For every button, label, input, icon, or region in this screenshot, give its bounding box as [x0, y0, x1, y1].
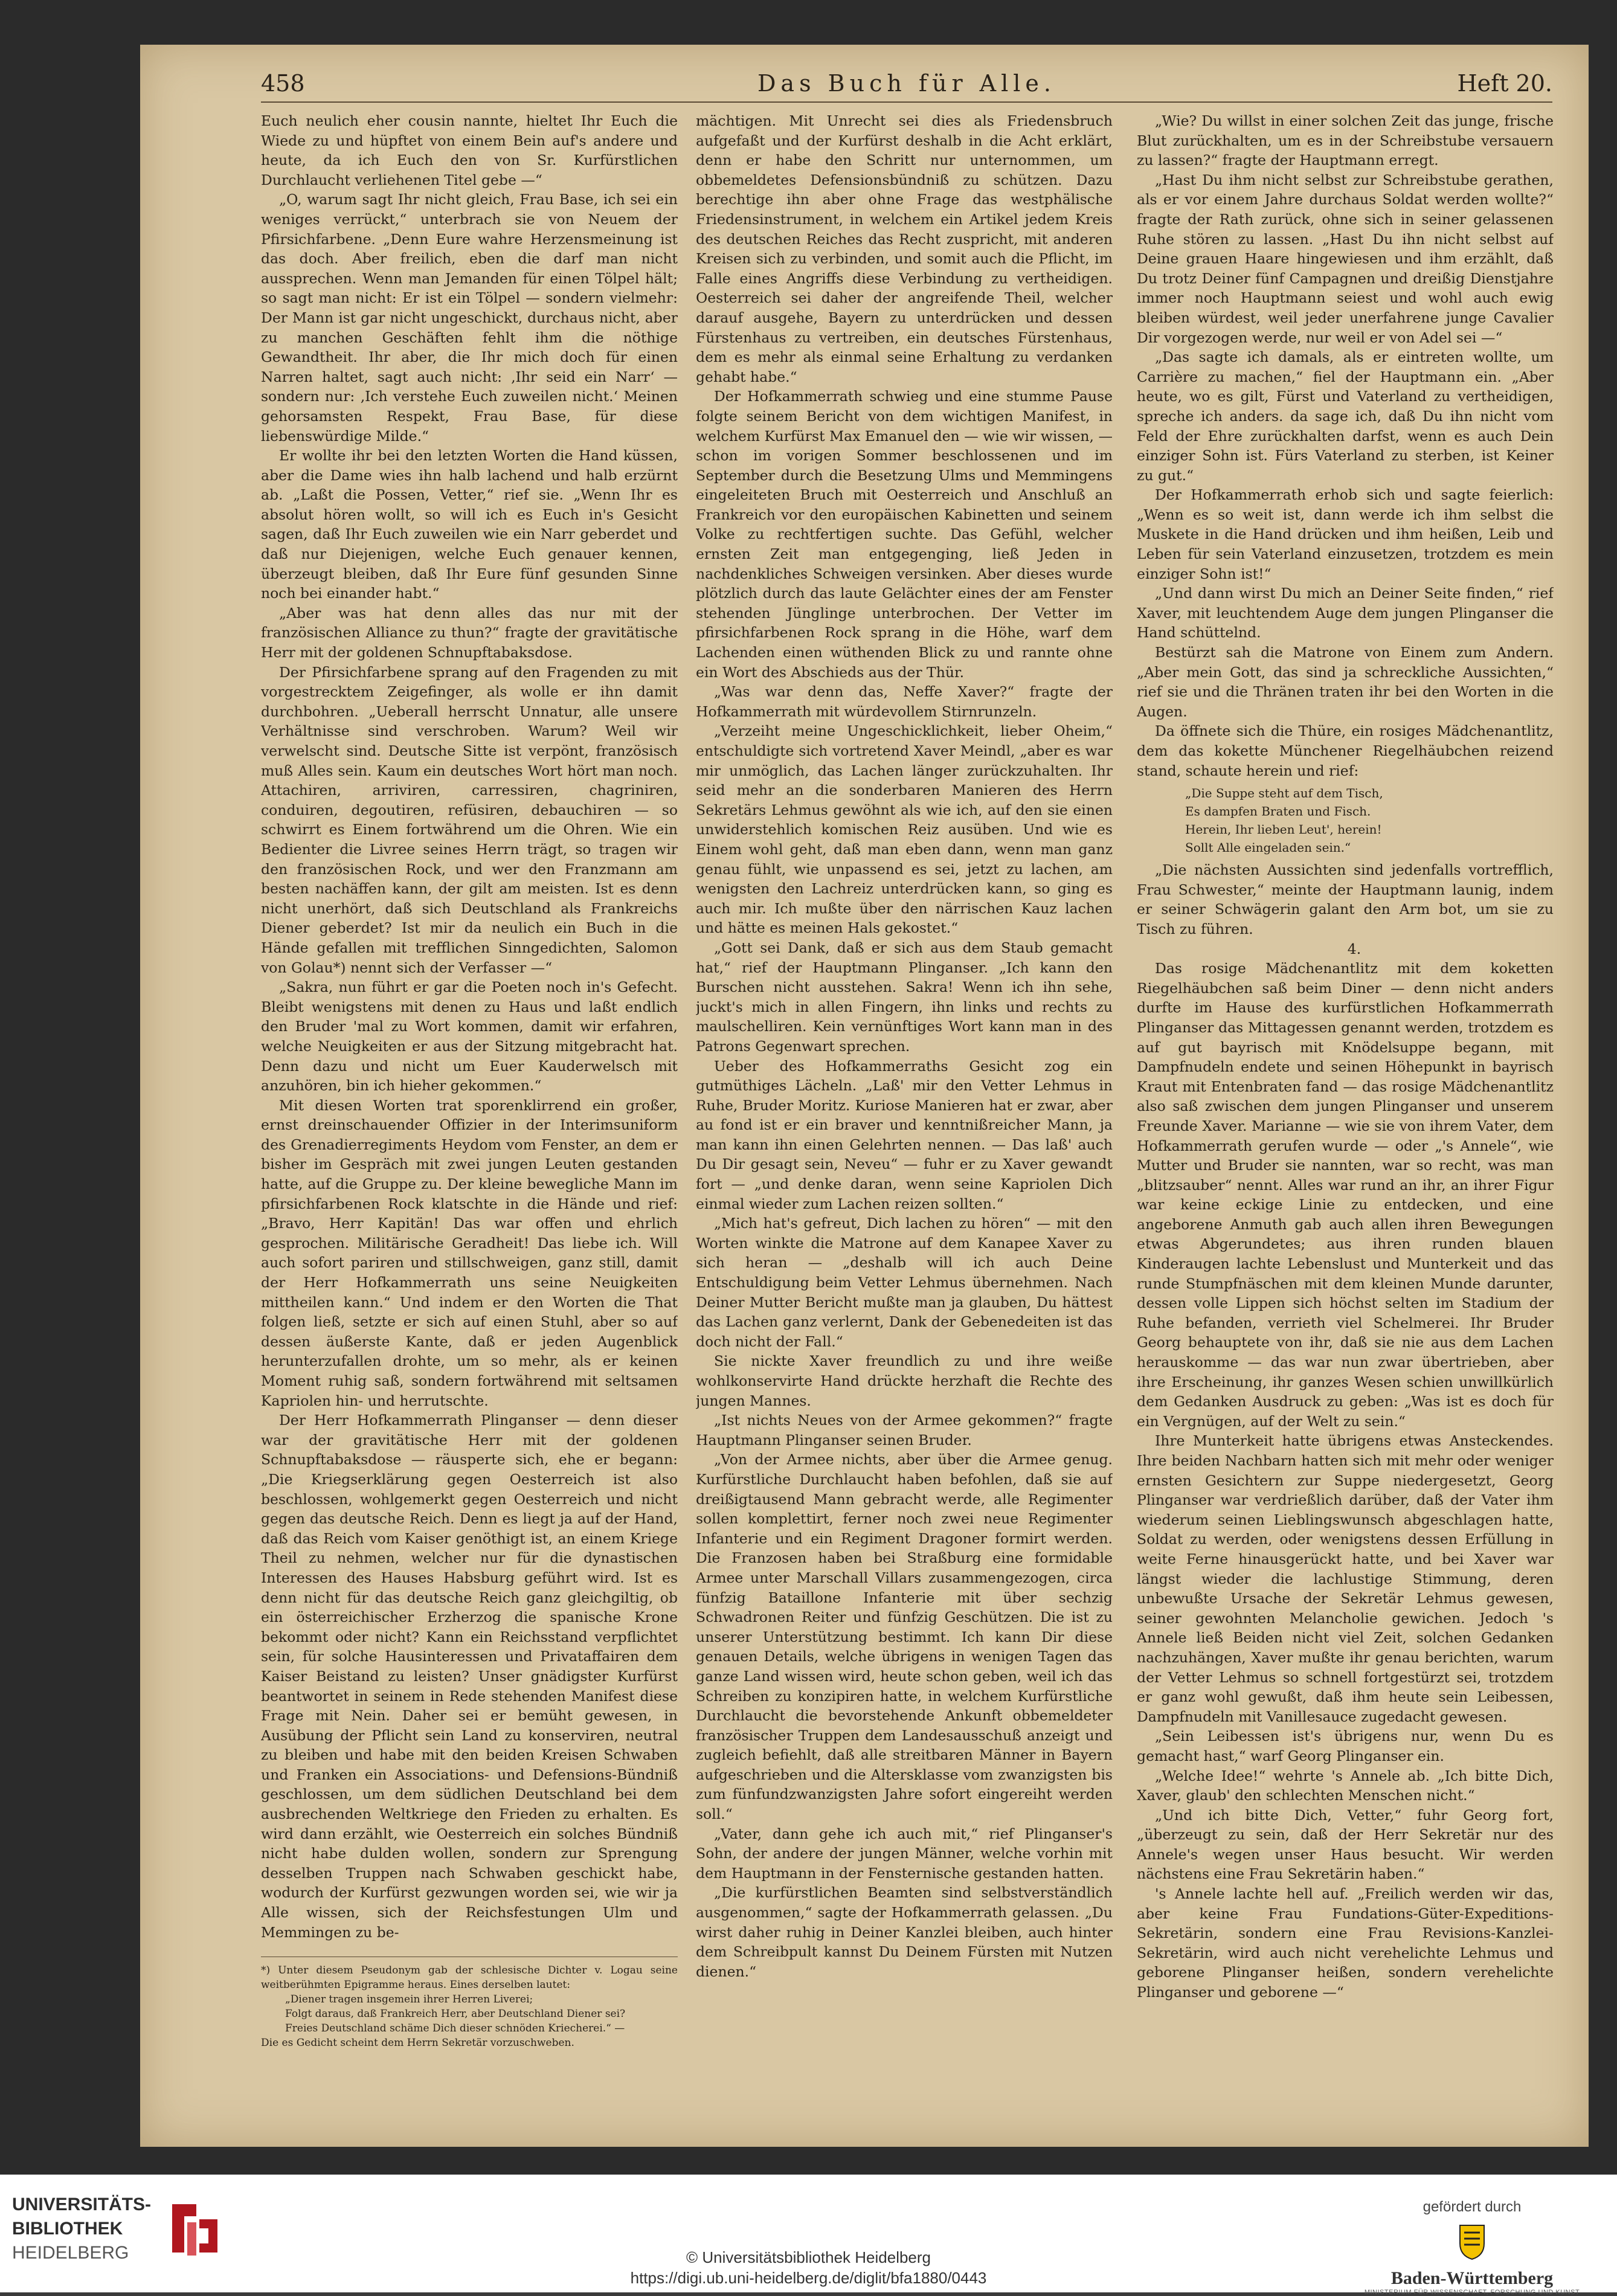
paragraph: „Die nächsten Aussichten sind jedenfalls vortrefflich, Frau Schwester,“ meinte der Hauptmann launig, indem er seiner Schwägerin galant den Arm bot, um sie zu Tisch zu führen.: [1137, 861, 1554, 937]
running-title: Das Buch für Alle.: [757, 70, 1056, 97]
paragraph: mächtigen. Mit Unrecht sei dies als Friedensbruch aufgefaßt und der Kurfürst deshalb in die Acht erklärt, denn er habe den Schritt nur unternommen, um obbemeldetes Defensionsbündniß zu schützen. Dazu berechtige ihn aber ohne Frage das westphälische Friedensinstrument, in welchem ein Artikel jedem Kreis des deutschen Reiches das Recht zuspricht, mit anderen Kreisen sich zu verbinden, und somit auch die Pflicht, im Falle eines Angriffs diese Verbindung zu vertheidigen. Oesterreich sei daher der angreifende Theil, welcher darauf ausgehe, Bayern zu unterdrücken und dessen Fürstenhaus zu vertreiben, ein deutsches Fürstenhaus, dem es mehr als einmal seine Erhaltung zu verdanken gehabt habe.“: [696, 112, 1113, 385]
digitization-footer: [0, 2175, 1617, 2296]
paragraph: „Welche Idee!“ wehrte 's Annele ab. „Ich bitte Dich, Xaver, glaub' den schlechten Menschen nicht.“: [1137, 1767, 1554, 1804]
verse-line: Sollt Alle eingeladen sein.“: [1185, 840, 1351, 855]
paragraph: „Hast Du ihm nicht selbst zur Schreibstube gerathen, als er vor einem Jahre durchaus Soldat werden wollte?“ fragte der Rath zurück, ohne sich in seiner gelassenen Ruhe stören zu lassen. „Hast Du ihn nicht selbst auf Deine grauen Haare hingewiesen und ihm erzählt, daß Du trotz Deiner fünf Campagnen und dreißig Dienstjahre immer noch Hauptmann seiest und wohl auch ewig bleiben würdest, weil jeder unerfahrene junge Cavalier Dir vorgezogen werde, nur weil er von Adel sei —“: [1137, 171, 1554, 346]
verse-line: „Die Suppe steht auf dem Tisch,: [1185, 786, 1383, 801]
paragraph: Der Pfirsichfarbene sprang auf den Fragenden zu mit vorgestrecktem Zeigefinger, als wolle er ihn damit durchbohren. „Ueberall herrscht Unnatur, alle unsere Verhältnisse sind verschroben. Warum? Weil wir verwelscht sind. Deutsche Sitte ist verpönt, französisch muß Alles sein. Kaum ein deutsches Wort hört man noch. Attachiren, arriviren, carressiren, chagriniren, conduiren, degoutiren, refüsiren, debauchiren — so schwirrt es Einem fortwährend um die Ohren. Wie ein Bedienter die Livree seines Herrn trägt, so tragen wir den französischen Rock, und wer den Franzmann am besten nachäffen kann, der gilt am meisten. Ist es denn nicht unerhört, daß sich Deutschland als Frankreichs Diener geberdet? Ist mir da neulich ein Buch in die Hände gefallen mit trefflichen Sinngedichten, Salomon von Golau*) nennt sich der Verfasser —“: [261, 663, 678, 976]
page-header: [261, 65, 1552, 103]
paragraph: „Sein Leibessen ist's übrigens nur, wenn Du es gemacht hast,“ warf Georg Plinganser ein.: [1137, 1728, 1554, 1764]
paragraph: „Aber was hat denn alles das nur mit der französischen Alliance zu thun?“ fragte der gravitätische Herr mit der goldenen Schnupftabaksdose.: [261, 604, 678, 661]
paragraph: Da öffnete sich die Thüre, ein rosiges Mädchenantlitz, dem das kokette Münchener Riegelhäubchen reizend stand, schaute herein und rief:: [1137, 722, 1554, 779]
verse-line: Es dampfen Braten und Fisch.: [1185, 804, 1371, 819]
paragraph: „Von der Armee nichts, aber über die Armee genug. Kurfürstliche Durchlaucht haben befohlen, daß sie auf dreißigtausend Mann gebracht werde, alle Regimenter sollen komplettirt, ferner noch zwei neue Regimenter Infanterie und ein Regiment Dragoner formirt werden. Die Franzosen haben bei Straßburg eine formidable Armee unter Marschall Villars zusammengezogen, circa fünfzig Bataillone Infanterie mit über sechzig Schwadronen Reiter und fünfzig Geschützen. Die ist zu unserer Unterstützung bestimmt. Ich kann Dir diese genauen Details, welche übrigens in wenigen Tagen das ganze Land wissen wird, heute schon geben, weil ich das Schreiben zu konzipiren hatte, in welchem Kurfürstliche Durchlaucht die bevorstehende Ankunft obbemeldeter französischer Truppen dem Landesausschuß anzeigt und zugleich befiehlt, daß alle streitbaren Männer in Bayern aufgeschrieben und die Altersklasse vom zwanzigsten bis zum fünfundzwanzigsten Jahre sofort eingereiht werden soll.“: [696, 1451, 1113, 1823]
footnote-verse: „Diener tragen insgemein ihrer Herren Liverei;: [285, 1993, 533, 2006]
song-verse: [1185, 784, 1554, 857]
paragraph: „Was war denn das, Neffe Xaver?“ fragte der Hofkammerrath mit würdevollem Stirnrunzeln.: [696, 683, 1113, 720]
paragraph: „Sakra, nun führt er gar die Poeten noch in's Gefecht. Bleibt wenigstens mit denen zu Haus und laßt endlich den Bruder 'mal zu Wort kommen, damit wir erfahren, welche Neuigkeiten er aus der Sitzung mitgebracht hat. Denn dazu und nicht um Euer Kauderwelsch mit anzuhören, bin ich hieher gekommen.“: [261, 979, 678, 1095]
text-column-2: [696, 111, 1113, 2111]
funded-by-label: gefördert durch: [1423, 2199, 1522, 2215]
verse-line: Herein, Ihr lieben Leut', herein!: [1185, 822, 1382, 837]
paragraph: Das rosige Mädchenantlitz mit dem koketten Riegelhäubchen saß beim Diner — denn nicht anders durfte im Hause des kurfürstlichen Hofkammerrath Plinganser das Mittagessen genannt werden, trotzdem es auf gut bayrisch mit Knödelsuppe begann, mit Dampfnudeln endete und seinen Höhepunkt in bayrisch Kraut mit Entenbraten fand — das rosige Mädchenantlitz also saß zwischen dem jungen Plinganser und unserem Freunde Xaver. Marianne — wie sie von ihrem Vater, dem Hofkammerrath gerufen wurde — oder „'s Annele“, wie Mutter und Bruder sie nannten, war so recht, was man „blitzsauber“ nennt. Alles war rund an ihr, an ihrer Figur war keine eckige Linie zu entdecken, und eine angeborene Anmuth gab auch allen ihren Bewegungen etwas Abgerundetes; aus ihren runden blauen Kinderaugen lachte Lebenslust und Munterkeit und das runde Stumpfnäschen mit dem kleinen Munde darunter, dessen volle Lippen sich höchst selten im Stadium der Ruhe befanden, verrieth viel Schelmerei. Ihr Bruder Georg behauptete von ihr, daß sie nie aus dem Lachen herauskomme — das war nun zwar übertrieben, aber ihre Erscheinung, ihr ganzes Wesen schien unwillkürlich dem Gedanken Ausdruck zu geben: „Was ist es doch für ein Vergnügen, auf der Welt zu sein.“: [1137, 960, 1554, 1430]
paragraph: „Ist nichts Neues von der Armee gekommen?“ fragte Hauptmann Plinganser seinen Bruder.: [696, 1412, 1113, 1449]
text-column-1: [261, 111, 678, 2111]
footnote-text: Die es Gedicht scheint dem Herrn Sekretär vorzuschweben.: [261, 2037, 574, 2050]
text-column-3: [1137, 111, 1554, 2111]
paragraph: Ihre Munterkeit hatte übrigens etwas Ansteckendes. Ihre beiden Nachbarn hatten sich mit mehr oder weniger ernsten Gesichtern zur Suppe niedergesetzt, Georg Plinganser war verdrießlich darüber, daß der Vater ihm wiederum seinen Lieblingswunsch abgeschlagen hatte, Soldat zu werden, oder wenigstens dessen Erfüllung in weite Ferne hinausgerückt hatte, und bei Xaver war längst wieder die lachlustige Stimmung, deren unbewußte Ursache der Sekretär Lehmus gewesen, seiner gewohnten Melancholie gewichen. Jedoch 's Annele ließ Beiden nicht viel Zeit, solchen Gedanken nachzuhängen, Xaver mußte ihr genau berichten, warum der Vetter Lehmus so schnell fortgestürzt sei, trotzdem er ganz wohl gewußt, daß ihm heute sein Leibessen, Dampfnudeln mit Vanillesauce zugedacht gewesen.: [1137, 1432, 1554, 1725]
state-name: Baden-Württemberg: [1390, 2268, 1554, 2288]
paragraph: „Und dann wirst Du mich an Deiner Seite finden,“ rief Xaver, mit leuchtendem Auge dem jungen Plinganser die Hand schüttelnd.: [1137, 585, 1554, 642]
paragraph: Der Hofkammerrath schwieg und eine stumme Pause folgte seinem Bericht von dem wichtigen Manifest, in welchem Kurfürst Max Emanuel den — wie wir wissen, — schon im vorigen Sommer beschlossenen und im September durch die Besetzung Ulms und Memmingens eingeleiteten Bruch mit Oesterreich und Anschluß an Frankreich vor den europäischen Kabinetten und seinem Volke zu rechtfertigen suchte. Das Gefühl, welcher ernsten Zeit man entgegenging, ließ Jeden in nachdenkliches Schweigen versinken. Aber dieses wurde plötzlich durch das laute Gelächter eines der am Fenster stehenden Jünglinge unterbrochen. Der Vetter im pfirsichfarbenen Rock sprang in die Höhe, warf dem Lachenden einen wüthenden Blick zu und rannte ohne ein Wort des Abschieds aus der Thür.: [696, 388, 1113, 681]
paragraph: Bestürzt sah die Matrone von Einem zum Andern. „Aber mein Gott, das sind ja schreckliche Aussichten,“ rief sie und die Thränen traten ihr bei den Worten in die Augen.: [1137, 644, 1554, 720]
paragraph: Er wollte ihr bei den letzten Worten die Hand küssen, aber die Dame wies ihn halb lachend und halb erzürnt ab. „Laßt die Possen, Vetter,“ rief sie. „Wenn Ihr es absolut hören wollt, so will ich es Euch in's Gesicht sagen, daß Ihr Euch zuweilen wie ein Narr geberdet und daß nur Diejenigen, welche Euch genauer kennen, überzeugt bleiben, daß Ihr Eure fünf gesunden Sinne noch bei einander habt.“: [261, 447, 678, 602]
paragraph: „Das sagte ich damals, als er eintreten wollte, um Carrière zu machen,“ fiel der Hauptmann ein. „Aber heute, wo es gilt, Fürst und Vaterland zu vertheidigen, spreche ich anders. da sage ich, daß Du ihn nicht vom Feld der Ehre zurückhalten darfst, wenn es auch Dein einziger Sohn ist. Fürs Vaterland zu sterben, ist Keiner zu gut.“: [1137, 349, 1554, 484]
paragraph: „Die kurfürstlichen Beamten sind selbstverständlich ausgenommen,“ sagte der Hofkammerrath gelassen. „Du wirst daher ruhig in Deiner Kanzlei bleiben, auch hinter dem Schreibpult kannst Du Deinem Fürsten mit Nutzen dienen.“: [696, 1884, 1113, 1980]
paragraph: „Gott sei Dank, daß er sich aus dem Staub gemacht hat,“ rief der Hauptmann Plinganser. „Ich kann den Burschen nicht ausstehen. Sakra! Wenn ich ihn sehe, juckt's mich in allen Fingern, ihn links und rechts zu maulschelliren. Kein vernünftiges Wort kann man in des Patrons Gegenwart sprechen.: [696, 939, 1113, 1055]
paragraph: „Vater, dann gehe ich auch mit,“ rief Plinganser's Sohn, der andere der jungen Männer, welche vorhin mit dem Hauptmann in der Fensternische gestanden hatten.: [696, 1825, 1113, 1882]
footnote-verse: Folgt daraus, daß Frankreich Herr, aber Deutschland Diener sei?: [285, 2008, 626, 2021]
paragraph: Mit diesen Worten trat sporenklirrend ein großer, ernst dreinschauender Offizier in der Interimsuniform des Grenadierregiments Heydom vom Fenster, an dem er bisher im Gespräch mit zwei jungen Leuten gestanden hatte, auf die Gruppe zu. Der kleine bewegliche Mann im pfirsichfarbenen Rock klatschte in die Hände und rief: „Bravo, Herr Kapitän! Das war offen und ehrlich gesprochen. Militärische Geradheit! Das liebe ich. Will auch sofort pariren und stillschweigen, ganz still, damit der Herr Hofkammerrath uns seine Neuigkeiten mittheilen kann.“ Und indem er den Worten die That folgen ließ, setzte er sich auf einen Stuhl, aber so auf dessen äußerste Kante, daß er jeden Augenblick herunterzufallen drohte, um so mehr, als er keinen Moment ruhig saß, sondern fortwährend mit seltsamen Kapriolen hin- und herrutschte.: [261, 1096, 678, 1409]
coat-of-arms-icon: [1451, 2219, 1493, 2262]
ministry-name: MINISTERIUM FÜR WISSENSCHAFT, FORSCHUNG UND KUNST: [1364, 2289, 1580, 2296]
copyright-text: © Universitätsbibliothek Heidelberg: [686, 2248, 931, 2266]
sponsor-logo[interactable]: [1351, 2199, 1593, 2296]
page-number: 458: [261, 70, 305, 97]
footnote-text: *) Unter diesem Pseudonym gab der schlesische Dichter v. Logau seine weitberühmten Epigramme heraus. Eines derselben lautet:: [261, 1964, 678, 1992]
paragraph: 's Annele lachte hell auf. „Freilich werden wir das, aber keine Frau Fundations-Güter-Expeditions-Sekretärin, sondern eine Frau Revisions-Kanzlei-Sekretärin, wird auch nicht verehelichte Lehmus und geborene Plinganser heißen, sondern verehelichte Plinganser und geborene —“: [1137, 1885, 1554, 2001]
paragraph: Der Herr Hofkammerrath Plinganser — denn dieser war der gravitätische Herr mit der goldenen Schnupftabaksdose — räusperte sich, ehe er begann: „Die Kriegserklärung gegen Oesterreich ist also beschlossen, wohlgemerkt gegen Oesterreich und nicht gegen das deutsche Reich. Denn es liegt ja auf der Hand, daß das Reich vom Kaiser genöthigt ist, an einem Kriege Theil zu nehmen, welcher nur für die dynastischen Interessen des Hauses Habsburg geführt wird. Ist es denn nicht für das deutsche Reich ganz gleichgiltig, ob ein österreichischer Erzherzog die spanische Krone bekommt oder nicht? Kann ein Reichsstand verpflichtet sein, für solche Hausinteressen und Privataffairen dem Kaiser Beistand zu leisten? Unser gnädigster Kurfürst beantwortet in seinem in Rede stehenden Manifest diese Frage mit Nein. Daher sei er bemüht gewesen, in Ausübung der Pflicht sein Land zu konserviren, neutral zu bleiben und habe mit den beiden Kreisen Schwaben und Franken ein Associations- und Defensions-Bündniß geschlossen, um dem südlichen Deutschland bei dem ausbrechenden Weltkriege den Frieden zu erhalten. Es wird dann erzählt, wie Oesterreich ein solches Bündniß nicht habe dulden wollen, sondern zur Sprengung desselben Truppen nach Schwaben geschickt habe, wodurch der Kurfürst gezwungen worden sei, wie wir ja Alle wissen, sich der Reichsfestungen Ulm und Memmingen zu be-: [261, 1412, 678, 1941]
book-page: [140, 45, 1589, 2147]
paragraph: Sie nickte Xaver freundlich zu und ihre weiße wohlkonservirte Hand drückte herzhaft die Rechte des jungen Mannes.: [696, 1352, 1113, 1409]
issue-label: Heft 20.: [1457, 70, 1552, 97]
paragraph: „Wie? Du willst in einer solchen Zeit das junge, frische Blut zurückhalten, um es in der Schreibstube versauern zu lassen?“ fragte der Hauptmann erregt.: [1137, 112, 1554, 169]
paragraph: „O, warum sagt Ihr nicht gleich, Frau Base, ich sei ein weniges verrückt,“ unterbrach sie von Neuem der Pfirsichfarbene. „Denn Eure wahre Herzensmeinung ist das doch. Aber freilich, eben die darf man nicht aussprechen. Wenn man Jemanden für einen Tölpel hält; so sagt man nicht: Er ist ein Tölpel — sondern vielmehr: Der Mann ist gar nicht ungeschickt, durchaus nicht, aber zu manchen Geschäften fehlt ihm die nöthige Gewandtheit. Ihr aber, die Ihr mich doch für einen Narren haltet, sagt auch nicht: ‚Ihr seid ein Narr‘ — sondern nur: ‚Ich verstehe Euch zuweilen nicht.‘ Meinen gehorsamsten Respekt, Frau Base, für diese liebenswürdige Milde.“: [261, 191, 678, 445]
paragraph: „Mich hat's gefreut, Dich lachen zu hören“ — mit den Worten winkte die Matrone auf dem Kanapee Xaver zu sich heran — „deshalb will ich auch Deine Entschuldigung beim Vetter Lehmus übernehmen. Nach Deiner Mutter Bericht mußte man ja glauben, Du hättest das Lachen ganz verlernt, Dank der Gebenedeiten ist das doch nicht der Fall.“: [696, 1215, 1113, 1350]
library-name-line: UNIVERSITÄTS-: [12, 2195, 152, 2214]
paragraph: „Verzeiht meine Ungeschicklichkeit, lieber Oheim,“ entschuldigte sich vortretend Xaver Meindl, „aber es war mir unmöglich, das Lachen länger zurückzuhalten. Ihr seid mehr an die sonderbaren Manieren des Herrn Sekretärs Lehmus gewöhnt als wie ich, auf den sie einen unwiderstehlich komischen Reiz ausüben. Und wie es Einem wohl geht, daß man eben dann, wenn man ganz genau fühlt, wie unpassend es sei, jetzt zu lachen, am wenigsten den Lachreiz unterdrücken kann, so ging es auch mir. Ich mußte über den närrischen Kauz lachen und hätte es meinen Hals gekostet.“: [696, 722, 1113, 937]
paragraph: Euch neulich eher cousin nannte, hieltet Ihr Euch die Wiede zu und hüpftet von einem Bein auf's andere und heute, da ich Euch den von Sr. Kurfürstlichen Durchlaucht verliehenen Titel gebe —“: [261, 112, 678, 188]
library-name-line: BIBLIOTHEK: [12, 2219, 123, 2239]
footnote: [261, 1957, 678, 2050]
paragraph: „Und ich bitte Dich, Vetter,“ fuhr Georg fort, „überzeugt zu sein, daß der Herr Sekretär nur des Annele's wegen unser Haus besucht. Wir werden nächstens eine Frau Sekretärin haben.“: [1137, 1806, 1554, 1883]
footnote-verse: Freies Deutschland schäme Dich dieser schnöden Kriecherei.“ —: [285, 2022, 625, 2035]
chapter-number: 4.: [1347, 940, 1361, 957]
library-name-line: HEIDELBERG: [12, 2243, 129, 2263]
paragraph: Der Hofkammerrath erhob sich und sagte feierlich: „Wenn es so weit ist, dann werde ich ihm selbst die Muskete in die Hand drücken und ihm heißen, Leib und Leben für sein Vaterland einzusetzen, trotzdem es mein einziger Sohn ist!“: [1137, 486, 1554, 582]
permalink[interactable]: https://digi.ub.uni-heidelberg.de/diglit/bfa1880/0443: [630, 2269, 987, 2287]
paragraph: Ueber des Hofkammerraths Gesicht zog ein gutmüthiges Lächeln. „Laß' mir den Vetter Lehmus in Ruhe, Bruder Moritz. Kuriose Manieren hat er zwar, aber au fond ist er ein braver und kenntnißreicher Mann, ja man kann ihn einen Gelehrten nennen. — Das laß' auch Du Dir gesagt sein, Neveu“ — fuhr er zu Xaver gewandt fort — „und denke daran, wenn seine Kapriolen Dich einmal wieder zum Lachen reizen sollten.“: [696, 1057, 1113, 1212]
